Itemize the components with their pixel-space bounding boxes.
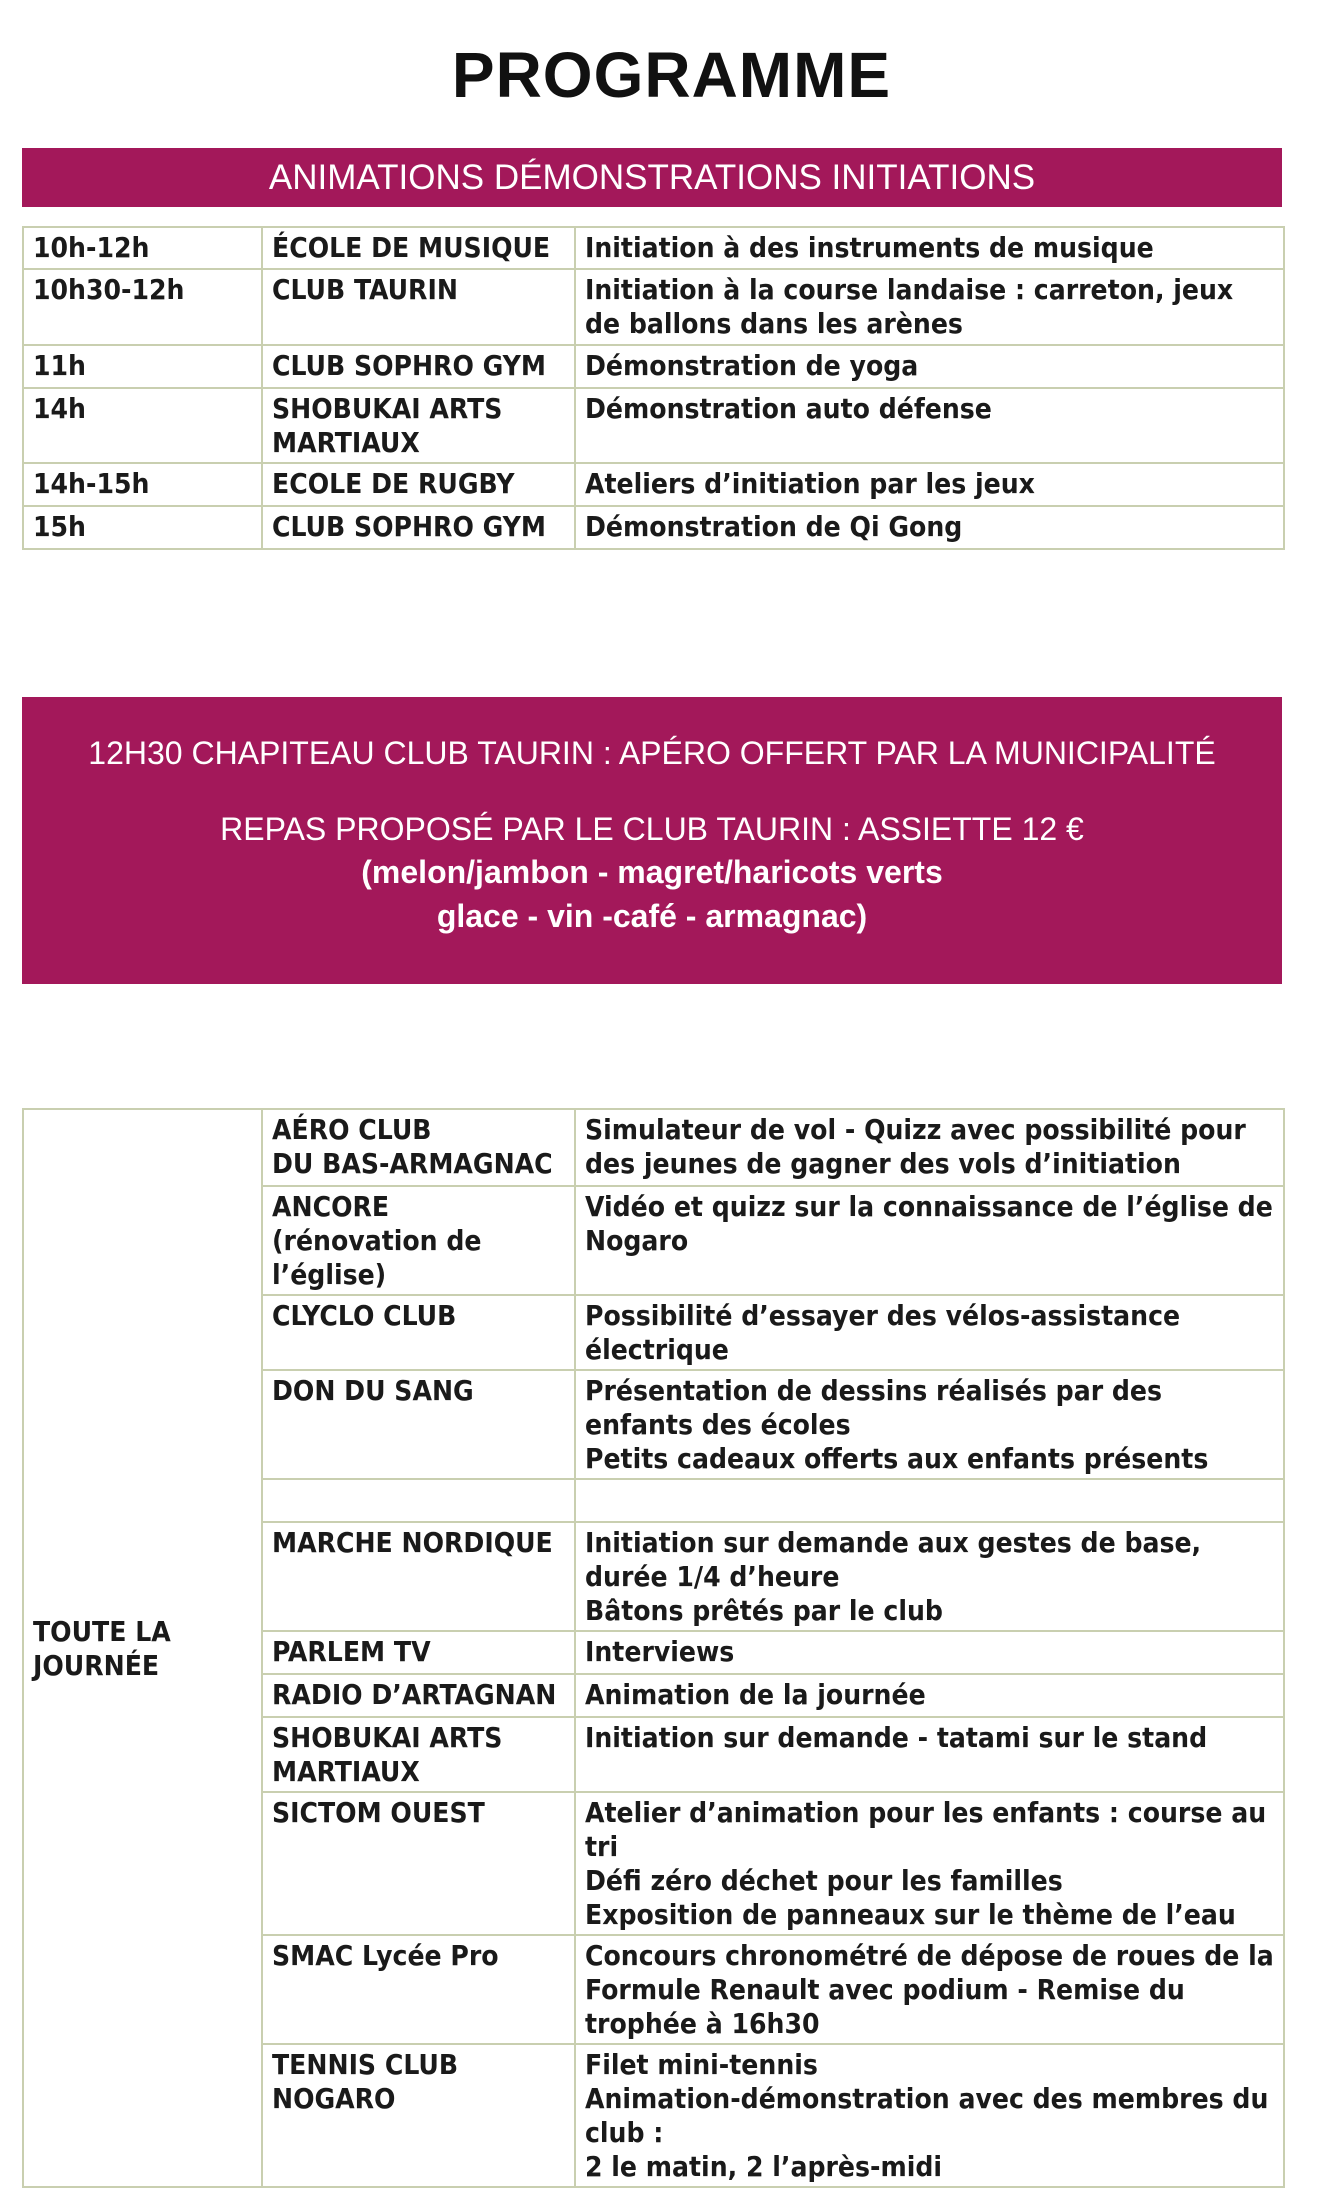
organizer-cell: CLUB TAURIN [262, 269, 575, 345]
table-row [23, 1109, 1284, 1186]
activity-cell [575, 2044, 1284, 2187]
organizer-cell: ÉCOLE DE MUSIQUE [262, 227, 575, 269]
activity-cell: Animation de la journée [575, 1674, 1284, 1717]
organizer-cell [262, 1186, 575, 1295]
activity-cell: Initiation sur demande - tatami sur le stand [575, 1717, 1284, 1792]
organizer-cell: CLYCLO CLUB [262, 1295, 575, 1370]
table-row [23, 463, 1284, 506]
activity-text: Filet mini-tennis Animation-démonstration avec des membres du club : 2 le matin, 2 l’après-midi [585, 2048, 1269, 2183]
table-row [23, 227, 1284, 269]
activity-cell [575, 1370, 1284, 1479]
time-cell: 15h [23, 506, 262, 549]
time-cell: 14h [23, 388, 262, 463]
time-cell: 10h30-12h [23, 269, 262, 345]
activity-cell: Initiation à la course landaise : carreton, jeux de ballons dans les arènes [575, 269, 1284, 345]
organizer-name: ANCORE [272, 1190, 390, 1223]
time-cell: 11h [23, 345, 262, 388]
menu-line-1: (melon/jambon - magret/haricots verts [361, 854, 943, 890]
activity-cell: Démonstration auto défense [575, 388, 1284, 463]
organizer-cell: ECOLE DE RUGBY [262, 463, 575, 506]
organizer-cell [262, 1479, 575, 1522]
organizer-cell [262, 1109, 575, 1186]
activity-cell: Démonstration de Qi Gong [575, 506, 1284, 549]
all-day-table [22, 1108, 1285, 2188]
activity-cell: Ateliers d’initiation par les jeux [575, 463, 1284, 506]
activity-cell: Possibilité d’essayer des vélos-assistance électrique [575, 1295, 1284, 1370]
table-row [23, 269, 1284, 345]
activity-cell: Simulateur de vol - Quizz avec possibilité pour des jeunes de gagner des vols d’initiation [575, 1109, 1284, 1186]
all-day-label: TOUTE LA JOURNÉE [23, 1109, 262, 2187]
section-heading-animations: ANIMATIONS DÉMONSTRATIONS INITIATIONS [22, 148, 1282, 207]
menu-line-2: glace - vin -café - armagnac) [436, 898, 868, 934]
organizer-cell: MARCHE NORDIQUE [262, 1522, 575, 1631]
activity-cell: Initiation à des instruments de musique [575, 227, 1284, 269]
lunch-banner [22, 697, 1282, 984]
organizer-cell: DON DU SANG [262, 1370, 575, 1479]
organizer-cell: PARLEM TV [262, 1631, 575, 1674]
meal-line: REPAS PROPOSÉ PAR LE CLUB TAURIN : ASSIETTE 12 € [220, 811, 1084, 847]
activity-cell: Interviews [575, 1631, 1284, 1674]
activity-text: Initiation sur demande aux gestes de base, durée 1/4 d’heure Bâtons prêtés par le club [585, 1526, 1202, 1627]
organizer-cell: SICTOM OUEST [262, 1792, 575, 1935]
page-title: PROGRAMME [451, 39, 892, 111]
activity-cell: Vidéo et quizz sur la connaissance de l’église de Nogaro [575, 1186, 1284, 1295]
time-cell: 10h-12h [23, 227, 262, 269]
table-row [23, 388, 1284, 463]
organizer-cell: CLUB SOPHRO GYM [262, 506, 575, 549]
activity-cell [575, 1792, 1284, 1935]
activity-text: Atelier d’animation pour les enfants : course au tri Défi zéro déchet pour les familles Exposition de panneaux sur le thème de l’eau [585, 1796, 1267, 1931]
activity-text: Présentation de dessins réalisés par des enfants des écoles Petits cadeaux offerts aux enfants présents [585, 1374, 1209, 1475]
organizer-cell: CLUB SOPHRO GYM [262, 345, 575, 388]
activity-cell: Concours chronométré de dépose de roues de la Formule Renault avec podium - Remise du trophée à 16h30 [575, 1935, 1284, 2044]
aperitif-line: 12H30 CHAPITEAU CLUB TAURIN : APÉRO OFFERT PAR LA MUNICIPALITÉ [88, 735, 1216, 771]
table-row [23, 506, 1284, 549]
schedule-table [22, 226, 1285, 550]
activity-cell: Démonstration de yoga [575, 345, 1284, 388]
organizer-name: AÉRO CLUB DU BAS-ARMAGNAC [272, 1113, 553, 1180]
organizer-subtitle: (rénovation de l’église) [272, 1224, 482, 1291]
time-cell: 14h-15h [23, 463, 262, 506]
organizer-cell: SHOBUKAI ARTS MARTIAUX [262, 1717, 575, 1792]
organizer-cell: SMAC Lycée Pro [262, 1935, 575, 2044]
organizer-cell: RADIO D’ARTAGNAN [262, 1674, 575, 1717]
organizer-cell: TENNIS CLUB NOGARO [262, 2044, 575, 2187]
organizer-cell: SHOBUKAI ARTS MARTIAUX [262, 388, 575, 463]
activity-cell [575, 1522, 1284, 1631]
table-row [23, 345, 1284, 388]
activity-cell [575, 1479, 1284, 1522]
